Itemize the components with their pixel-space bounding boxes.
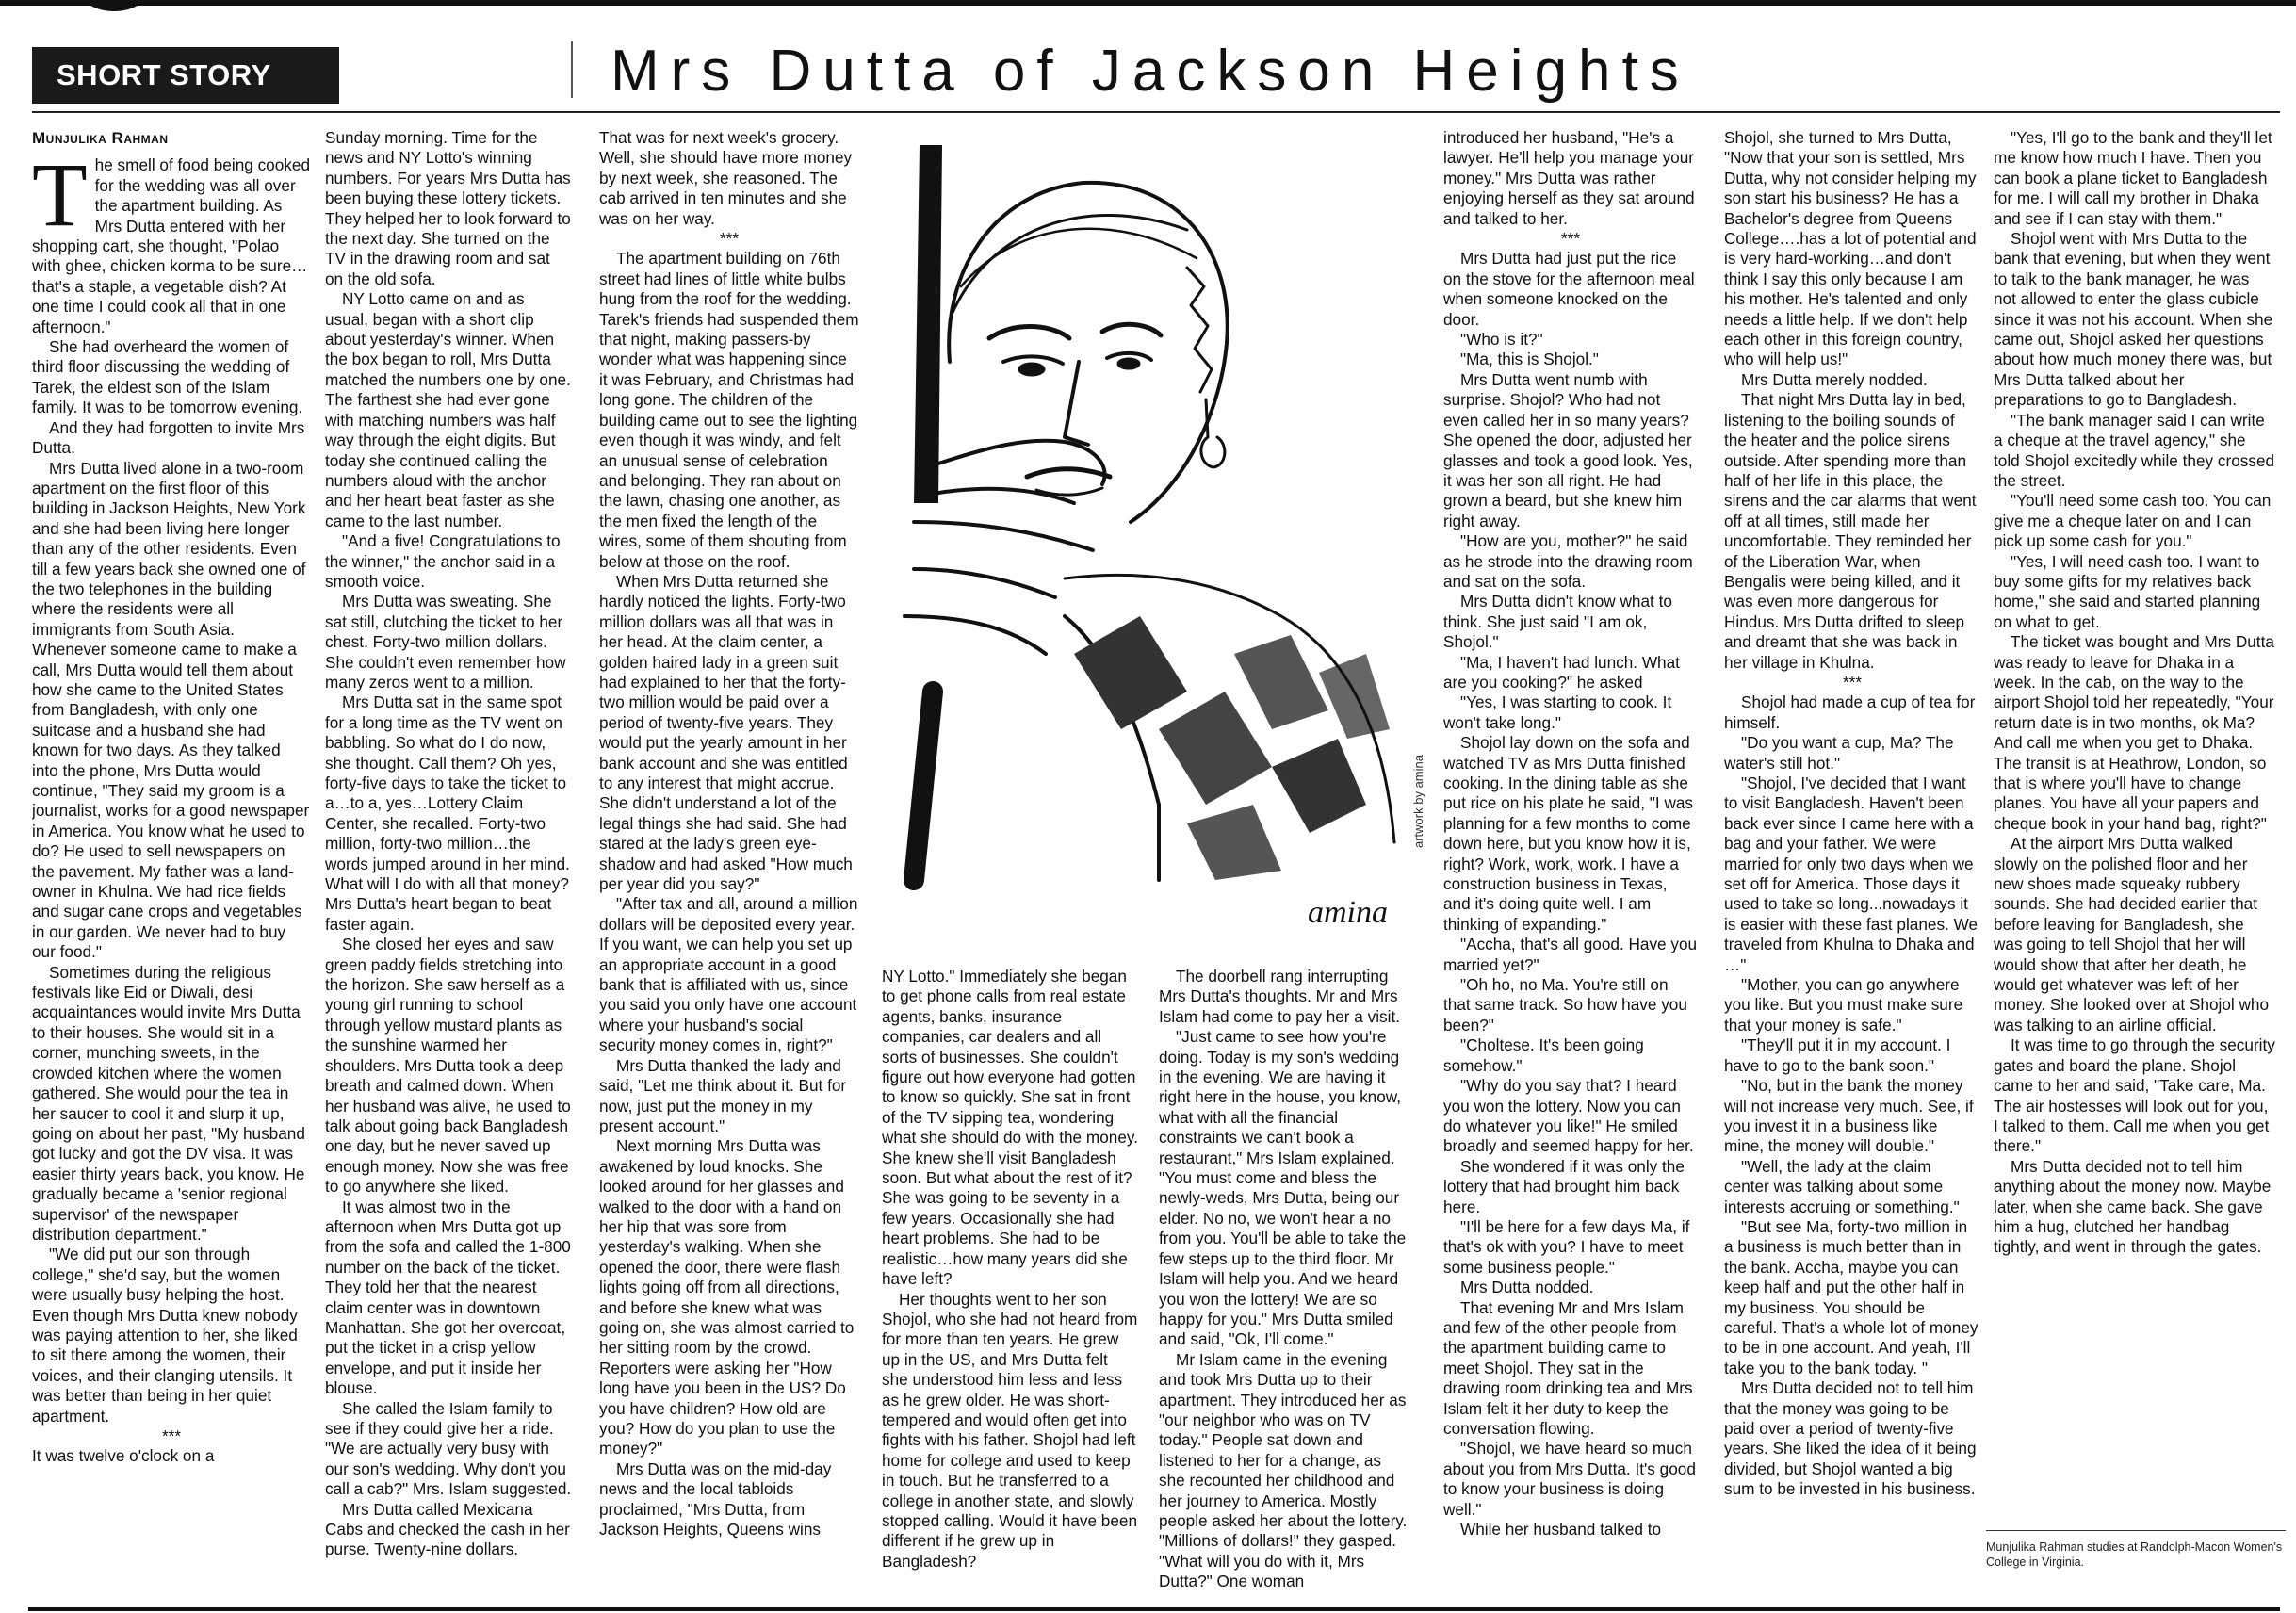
story-paragraph: "No, but in the bank the money will not increase very much. See, if you invest it in a business like mine, the money will double." — [1724, 1076, 1974, 1156]
story-paragraph: "Ma, I haven't had lunch. What are you cooking?" he asked — [1443, 652, 1680, 692]
bottom-rule — [28, 1607, 2280, 1611]
story-paragraph: It was almost two in the afternoon when Mrs Dutta got up from the sofa and called the 1-800 number on the back of the ticket. They told her that the nearest claim center was in downtown Manhattan. She got her overcoat, put the ticket in a crisp yellow envelope, and put it inside her blouse. — [325, 1197, 571, 1398]
artwork-credit: artwork by amina — [1411, 755, 1425, 848]
story-paragraph: The ticket was bought and Mrs Dutta was ready to leave for Dhaka in a week. In the cab, on the way to the airport Shojol told her repeatedly, "Your return date is in two months, ok Ma? And call me when you get to Dhaka. The transit is at Heathrow, London, so that is where you'll have to change planes. You have all your papers and cheque book in your hand bag, right?" — [1994, 632, 2274, 833]
story-paragraph: "The bank manager said I can write a cheque at the travel agency," she told Shojol excitedly while they crossed the street. — [1994, 410, 2275, 490]
story-paragraph: Mrs Dutta was on the mid-day news and the local tabloids proclaimed, "Mrs Dutta, from Jackson Heights, Queens wins — [599, 1458, 832, 1540]
story-paragraph: Mrs Dutta thanked the lady and said, "Let me think about it. But for now, just put the money in my present account." — [599, 1055, 847, 1135]
story-paragraph: Mr Islam came in the evening and took Mrs Dutta up to their apartment. They introduced her as "our neighbor who was on TV today." People sat down and listened to her for a change, as she recounted her childhood and her journey to America. Mostly people asked her about the lottery. "Millions of dollars!" they gasped. "What will you do with it, Mrs Dutta?" One woman — [1159, 1349, 1408, 1591]
top-rule — [0, 0, 2296, 6]
story-paragraph: Shojol lay down on the sofa and watched TV as Mrs Dutta finished cooking. In the dining table as she put rice on his plate he said, "I was planning for a few months to come down here, but you know how it is, right? Work, work, work. I have a construction business in Texas, and it's doing quite well. I am thinking of expanding." — [1443, 733, 1694, 934]
story-paragraph: She closed her eyes and saw green paddy fields stretching into the horizon. She saw herself as a young girl running to school through yellow mustard plants as the sunshine warmed her shoulders. Mrs Dutta took a deep breath and calmed down. When her husband was alive, he used to talk about going back Bangladesh one day, but he never saved up enough money. Now she was free to go anywhere she liked. — [325, 935, 571, 1197]
header-divider — [571, 41, 573, 98]
stripe-shape — [1074, 616, 1187, 729]
scene-break: *** — [1560, 229, 1581, 249]
story-paragraph: "Do you want a cup, Ma? The water's still hot." — [1724, 733, 1954, 773]
stripe-shape — [1272, 739, 1366, 833]
story-paragraph: "After tax and all, around a million dollars will be deposited every year. If you want, we can help you set up an appropriate account in a good bank that is affiliated with us, since you said you only have one account where your husband's social security money comes in, right?" — [599, 894, 858, 1055]
story-paragraph: "Ma, this is Shojol." — [1460, 350, 1599, 369]
story-paragraph: "Accha, that's all good. Have you married yet?" — [1443, 935, 1698, 974]
story-paragraph: Mrs Dutta nodded. — [1460, 1278, 1594, 1297]
story-paragraph: She called the Islam family to see if they could give her a ride. "We are actually very busy with our son's wedding. Why don't you call a cab?" Mrs. Islam suggested. — [325, 1398, 572, 1499]
story-column-6 — [1443, 128, 1698, 1598]
story-paragraph: Shojol went with Mrs Dutta to the bank that evening, but when they went to talk to the bank manager, he was not allowed to enter the glass cubicle since it was not his account. When she came out, Shojol asked her questions about how much money there was, but Mrs Dutta talked about her preparations to go to Bangladesh. — [1994, 229, 2273, 410]
story-paragraph: The apartment building on 76th street had lines of little white bulbs hung from the roof for the wedding. Tarek's friends had suspended them that night, making passers-by wonder what was happening since it was February, and Christmas had long gone. The children of the building came out to see the lighting even though it was windy, and felt an unusual sense of celebration and belonging. They ran about on the lawn, chasing one another, as the men fixed the length of the wires, some of them shouting from below at those on the roof. — [599, 249, 859, 571]
story-paragraph: Mrs Dutta decided not to tell him anything about the money now. Maybe later, when she came back. She gave him a hug, clutched her handbag tightly, and went in through the gates. — [1994, 1156, 2272, 1257]
stripe-shape — [1234, 635, 1328, 729]
author-note-rule — [1986, 1530, 2286, 1531]
story-paragraph: "We did put our son through college," she'd say, but the women were usually busy helping the host. Even though Mrs Dutta knew nobody was paying attention to her, she liked to sit there among the women, their voices, and their clanging utensils. It was better than being in her quiet apartment. — [32, 1245, 298, 1426]
story-illustration — [876, 126, 1437, 937]
story-paragraph: NY Lotto." Immediately she began to get phone calls from real estate agents, banks, insurance companies, car dealers and all sorts of businesses. She couldn't figure out how everyone had gotten to know so quickly. She sat in front of the TV sipping tea, wondering what she should do with the money. She knew she'll visit Bangladesh soon. But what about the rest of it? She was going to be seventy in a few years. Occasionally she had heart problems. She had to be realistic…how many years did she have left? — [882, 967, 1138, 1289]
story-column-4 — [882, 967, 1138, 1604]
story-paragraph: "Why do you say that? I heard you won the lottery. Now you can do whatever you like!" He smiled broadly and seemed happy for her. — [1443, 1076, 1694, 1156]
story-paragraph: When Mrs Dutta returned she hardly noticed the lights. Forty-two million dollars was all that was in her head. At the claim center, a golden haired lady in a green suit had explained to her that the forty-two million would be paid over a period of twenty-five years. They would put the yearly amount in her bank account and she was entitled to any interest that might accrue. She didn't understand a lot of the legal things she had said. She had stared at the lady's green eye-shadow and had asked "How much per year did you say?" — [599, 571, 853, 894]
story-paragraph: Her thoughts went to her son Shojol, who she had not heard from for more than ten years. He grew up in the US, and Mrs Dutta felt she understood him less and less as he grew older. He was short-tempered and would often get into fights with his father. Shojol had left home for college and used to keep in touch. But he transferred to a college in another state, and slowly stopped calling. Would it have been different if he grew up in Bangladesh? — [882, 1289, 1138, 1571]
scene-break: *** — [719, 229, 740, 249]
story-paragraph: "Just came to see how you're doing. Today is my son's wedding in the evening. We are having it right here in the house, you know, what with all the financial constraints we can't book a restaurant," Mrs Islam explained. "You must come and bless the newly-weds, Mrs Dutta, being our elder. No no, we won't hear a no from you. You'll be able to take the few steps up to the third floor. Mr Islam will help you. And we heard you won the lottery! We are so happy for you." Mrs Dutta smiled and said, "Ok, I'll come." — [1159, 1027, 1407, 1349]
story-paragraph: That evening Mr and Mrs Islam and few of the other people from the apartment building came to meet Shojol. They sat in the drawing room drinking tea and Mrs Islam felt it her duty to keep the conversation flowing. — [1443, 1297, 1693, 1438]
story-paragraph: Mrs Dutta went numb with surprise. Shojol? Who had not even called her in so many years? She opened the door, adjusted her glasses and took a good look. Yes, it was her son all right. He had grown a beard, but she knew him right away. — [1443, 369, 1693, 530]
story-paragraph: Shojol, she turned to Mrs Dutta, "Now that your son is settled, Mrs Dutta, why not consider helping my son start his business? He has a Bachelor's degree from Queens College….has a lot of potential and is very hard-working…and don't think I say this only because I am his mother. He's talented and only needs a little help. If we don't help each other in this foreign country, who will help us!" — [1724, 128, 1977, 369]
stripe-shape — [1187, 805, 1281, 880]
byline: Munjulika Rahman — [32, 129, 169, 147]
story-paragraph: It was time to go through the security gates and board the plane. Shojol came to her and said, "Take care, Ma. The air hostesses will look out for you, I talked to them. Call me when you get there." — [1994, 1035, 2275, 1156]
vertical-bar-shape — [914, 145, 942, 503]
story-column-3 — [599, 128, 859, 1598]
story-paragraph: That night Mrs Dutta lay in bed, listening to the boiling sounds of the heater and the police sirens outside. After spending more than half of her life in this place, the sirens and the car alarms that went off at all times, still made her uncomfortable. They reminded her of the Liberation War, when Bengalis were being killed, and it was even more dangerous for Hindus. Mrs Dutta drifted to sleep and dreamt that she was back in her village in Khulna. — [1724, 390, 1977, 672]
drop-cap: T — [32, 144, 88, 246]
story-paragraph: That was for next week's grocery. Well, she should have more money by next week, she reasoned. The cab arrived in ten minutes and she was on her way. — [599, 128, 853, 228]
story-paragraph: "How are you, mother?" he said as he strode into the drawing room and sat on the sofa. — [1443, 531, 1693, 591]
story-paragraph: "You'll need some cash too. You can give me a cheque later on and I can pick up some cash for you." — [1994, 491, 2272, 551]
story-paragraph: Mrs Dutta decided not to tell him that the money was going to be paid over a period of twenty-five years. She liked the idea of it being divided, but Shojol wanted a big sum to be invested in his business. — [1724, 1378, 1977, 1499]
stripe-shape — [1159, 692, 1272, 805]
story-column-1 — [32, 128, 311, 1598]
story-paragraph: Next morning Mrs Dutta was awakened by loud knocks. She looked around for her glasses and walked to the door with a hand on her hip that was sore from yesterday's walking. When she opened the door, there were flash lights going off from all directions, and before she knew what was going on, she was almost carried to her sitting room by the crowd. Reporters were asking her "How long have you been in the US? Do you have children? How old are you? How do you plan to use the money?" — [599, 1136, 855, 1458]
story-paragraph: Mrs Dutta called Mexicana Cabs and checked the cash in her purse. Twenty-nine dollars. — [325, 1499, 570, 1559]
story-paragraph: "Shojol, we have heard so much about you from Mrs Dutta. It's good to know your business is doing well." — [1443, 1439, 1696, 1519]
story-paragraph: Mrs Dutta merely nodded. — [1741, 369, 1928, 389]
stripe-shape — [1319, 654, 1390, 739]
story-column-2 — [325, 128, 572, 1598]
story-paragraph: And they had forgotten to invite Mrs Dutta. — [32, 417, 305, 458]
story-paragraph: She wondered if it was only the lottery that had brought him back here. — [1443, 1156, 1685, 1216]
story-paragraph: At the airport Mrs Dutta walked slowly on the polished floor and her new shoes made squeaky rubbery sounds. She had decided earlier that before leaving for Bangladesh, she was going to tell Shojol that her will would show that after her death, he would get whatever was left of her money. She looked over at Shojol who was talking to an airline official. — [1994, 834, 2270, 1035]
story-paragraph: "They'll put it in my account. I have to go to the bank soon." — [1724, 1035, 1951, 1075]
artist-signature: amina — [1308, 895, 1388, 930]
story-paragraph: Mrs Dutta was sweating. She sat still, clutching the ticket to her chest. Forty-two million dollars. She couldn't even remember how many zeros went to a million. — [325, 592, 566, 692]
story-paragraph: Shojol had made a cup of tea for himself. — [1724, 692, 1976, 732]
story-paragraph: While her husband talked to — [1460, 1520, 1662, 1540]
author-note: Munjulika Rahman studies at Randolph-Macon Women's College in Virginia. — [1986, 1540, 2283, 1569]
story-paragraph: "But see Ma, forty-two million in a business is much better than in the bank. Accha, maybe you can keep half and put the other half in my business. You should be careful. That's a whole lot of money to be in one account. And yeah, I'll take you to the bank today. " — [1724, 1216, 1978, 1377]
story-paragraph: introduced her husband, "He's a lawyer. He'll help you manage your money." Mrs Dutta was rather enjoying herself as they sat around and talked to her. — [1443, 128, 1695, 228]
story-paragraph: "Yes, I will need cash too. I want to buy some gifts for my relatives back home," she said and started planning on what to get. — [1994, 551, 2261, 631]
story-paragraph: Mrs Dutta had just put the rice on the stove for the afternoon meal when someone knocked on the door. — [1443, 249, 1695, 329]
story-paragraph: "Shojol, I've decided that I want to visit Bangladesh. Haven't been back ever since I came here with a bag and your father. We were married for only two days when we set off for America. Those days it used to take so long...nowadays it is easier with these fast planes. We traveled from Khulna to Dhaka and …" — [1724, 774, 1978, 974]
story-paragraph: "Oh ho, no Ma. You're still on that same track. So how have you been?" — [1443, 975, 1687, 1035]
story-paragraph: The smell of food being cooked for the wedding was all over the apartment building. As Mrs Dutta entered with her shopping cart, she thought, "Polao with ghee, chicken korma to be sure…that's a staple, a vegetable dish? At one time I could cook all that in one afternoon." — [32, 144, 311, 336]
story-paragraph: "Yes, I'll go to the bank and they'll let me know how much I have. Then you can book a plane ticket to Bangladesh for me. I will call my brother in Dhaka and see if I can stay with them." — [1994, 128, 2272, 228]
story-paragraph: Mrs Dutta lived alone in a two-room apartment on the first floor of this building in Jackson Heights, New York and she had been living here longer than any of the other residents. Even till a few years back she owned one of the two telephones in the building where the residents were all immigrants from South Asia. Whenever someone came to make a call, Mrs Dutta would tell them about how she came to the United States from Bangladesh, with only one suitcase and a husband she had known for two days. As they talked into the phone, Mrs Dutta would continue, "They said my groom is a journalist, works for a good newspaper in America. You know what he used to do? He used to sell newspapers on the pavement. My father was a land-owner in Khulna. We had rice fields and sugar cane crops and vegetables in our garden. We never had to buy our food." — [32, 458, 310, 962]
story-paragraph: "Well, the lady at the claim center was talking about some interests accruing or something." — [1724, 1156, 1960, 1216]
story-paragraph: "Who is it?" — [1460, 330, 1543, 350]
story-paragraph: Mrs Dutta sat in the same spot for a long time as the TV went on babbling. So what do I do now, she thought. Call them? Oh yes, forty-five days to take the ticket to a…to a, yes…Lottery Claim Center, she recalled. Forty-two million, forty-two million…the words jumped around in her mind. What will I do with all that money? Mrs Dutta's heart began to beat faster again. — [325, 692, 570, 934]
story-paragraph: "Choltese. It's been going somehow." — [1443, 1035, 1644, 1075]
story-paragraph: Sunday morning. Time for the news and NY Lotto's winning numbers. For years Mrs Dutta has been buying these lottery tickets. They helped her to look forward to the next day. She turned on the TV in the drawing room and sat on the old sofa. — [325, 128, 571, 288]
story-paragraph: "Yes, I was starting to cook. It won't take long." — [1443, 692, 1672, 732]
header-underline — [32, 111, 2280, 113]
story-paragraph: It was twelve o'clock on a — [32, 1446, 215, 1466]
story-paragraph: Mrs Dutta didn't know what to think. She just said "I am ok, Shojol." — [1443, 592, 1672, 652]
section-label: SHORT STORY — [32, 47, 339, 104]
story-paragraph: "Mother, you can go anywhere you like. But you must make sure that your money is safe." — [1724, 975, 1963, 1035]
story-paragraph: "I'll be here for a few days Ma, if that's ok with you? I have to meet some business people." — [1443, 1216, 1690, 1277]
story-paragraph: The doorbell rang interrupting Mrs Dutta's thoughts. Mr and Mrs Islam had come to pay her a visit. — [1159, 967, 1401, 1026]
story-paragraph: "And a five! Congratulations to the winner," the anchor said in a smooth voice. — [325, 531, 561, 591]
story-paragraph: NY Lotto came on and as usual, began with a short clip about yesterday's winner. When the box began to roll, Mrs Dutta matched the numbers one by one. The farthest she had ever gone with matching numbers was half way through the eight digits. But today she continued calling the numbers aloud with the anchor and her heart beat faster as she came to the last number. — [325, 289, 571, 530]
story-column-8 — [1994, 128, 2276, 1523]
story-paragraph: Sometimes during the religious festivals like Eid or Diwali, desi acquaintances would invite Mrs Dutta to their houses. She would sit in a corner, munching sweets, in the crowded kitchen where the women gathered. She would pour the tea in her saucer to cool it and slurp it up, going on about her past, "My husband got lucky and got the DV visa. It was easier thirty years back, you know. He gradually became a 'senior regional supervisor' of the newspaper distribution department." — [32, 962, 305, 1244]
scene-break: *** — [1842, 672, 1863, 692]
story-column-7 — [1724, 128, 1980, 1598]
scene-break: *** — [161, 1426, 182, 1445]
story-title: Mrs Dutta of Jackson Heights — [611, 39, 1690, 104]
story-column-5 — [1159, 967, 1409, 1604]
story-paragraph: She had overheard the women of third floor discussing the wedding of Tarek, the eldest son of the Islam family. It was to be tomorrow evening. — [32, 337, 303, 417]
